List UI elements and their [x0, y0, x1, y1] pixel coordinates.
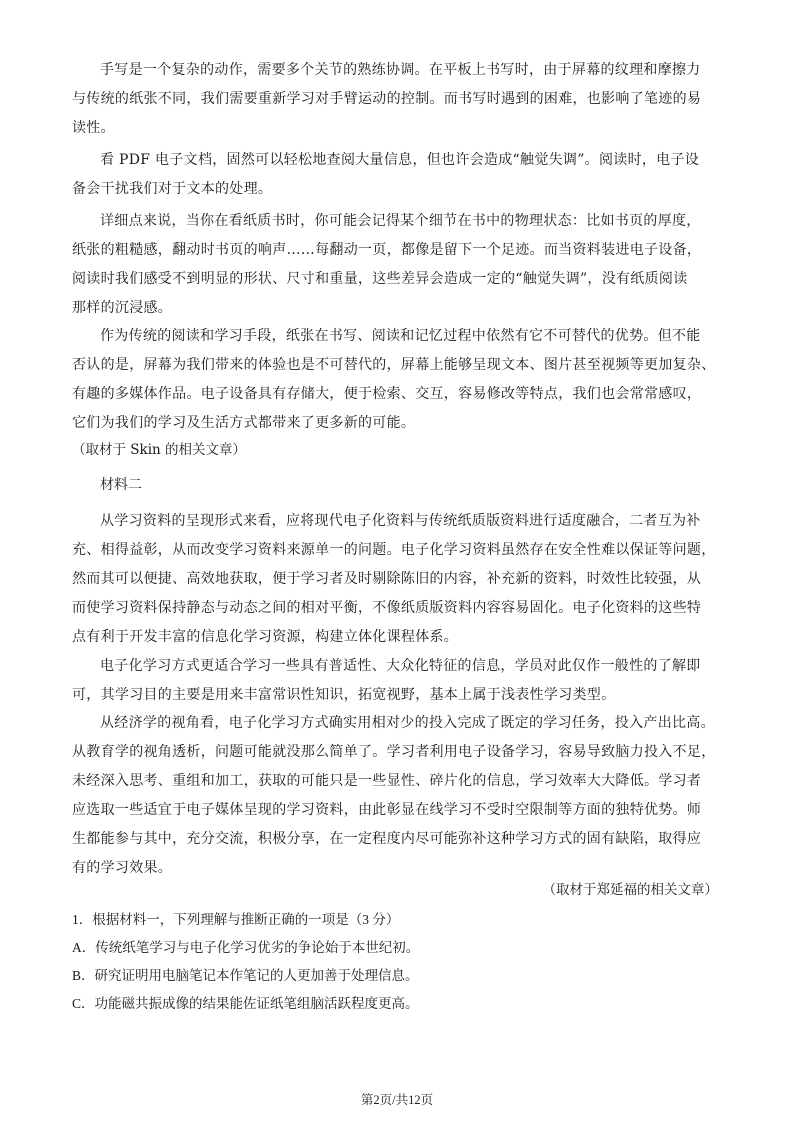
text-line: 与传统的纸张不同，我们需要重新学习对手臂运动的控制。而书写时遇到的困难，也影响了笔迹的易 [72, 91, 702, 107]
source-note-1: （取材于 Skin 的相关文章） [72, 442, 247, 458]
paragraph-4 [72, 322, 732, 438]
text-line: 而使学习资料保持静态与动态之间的相对平衡，不像纸质版资料内容容易固化。电子化资料的这些特 [72, 600, 702, 616]
option-a: A．传统纸笔学习与电子化学习优劣的争论始于本世纪初。 [72, 940, 420, 955]
question-stem: 1．根据材料一，下列理解与推断正确的一项是（3 分） [72, 912, 400, 927]
text-line: 从学习资料的呈现形式来看，应将现代电子化资料与传统纸质版资料进行适度融合，二者互为补 [100, 513, 701, 529]
text-line: 应选取一些适宜于电子媒体呈现的学习资料，由此彰显在线学习不受时空限制等方面的独特优势。师 [72, 802, 702, 818]
text-line: 读性。 [72, 120, 115, 136]
text-line: 详细点来说，当你在看纸质书时，你可能会记得某个细节在书中的物理状态：比如书页的厚度， [100, 213, 701, 229]
text-line: 充、相得益彰，从而改变学习资料来源单一的问题。电子化学习资料虽然存在安全性难以保证等问题， [72, 542, 716, 558]
text-line: 从教育学的视角透析，问题可能就没那么简单了。学习者利用电子设备学习，容易导致脑力投入不足， [72, 744, 716, 760]
text-line: 然而其可以便捷、高效地获取，便于学习者及时剔除陈旧的内容，补充新的资料，时效性比较强，从 [72, 571, 702, 587]
text-line: 否认的是，屏幕为我们带来的体验也是不可替代的，屏幕上能够呈现文本、图片甚至视频等更加复杂、 [72, 357, 716, 373]
paragraph-6 [72, 652, 732, 710]
text-line: 有的学习效果。 [72, 860, 173, 876]
text-line: 可，其学习目的主要是用来丰富常识性知识，拓宽视野，基本上属于浅表性学习类型。 [72, 687, 616, 703]
paragraph-2 [72, 146, 732, 204]
text-line: 那样的沉浸感。 [72, 300, 173, 316]
paragraph-3 [72, 207, 732, 323]
text-line: 纸张的粗糙感，翻动时书页的响声……每翻动一页，都像是留下一个足迹。而当资料装进电子设备， [72, 242, 702, 258]
text-line: 阅读时我们感受不到明显的形状、尺寸和重量，这些差异会造成一定的“触觉失调”，没有纸质阅读 [72, 271, 688, 287]
text-line: 未经深入思考、重组和加工，获取的可能只是一些显性、碎片化的信息，学习效率大大降低。学习者 [72, 773, 702, 789]
text-line: 手写是一个复杂的动作，需要多个关节的熟练协调。在平板上书写时，由于屏幕的纹理和摩擦力 [100, 62, 701, 78]
paragraph-5 [72, 507, 732, 652]
text-line: 点有利于开发丰富的信息化学习资源，构建立体化课程体系。 [72, 629, 459, 645]
text-line: 电子化学习方式更适合学习一些具有普适性、大众化特征的信息，学员对此仅作一般性的了解即 [100, 658, 701, 674]
text-line: 备会干扰我们对于文本的处理。 [72, 181, 273, 197]
text-line: 从经济学的视角看，电子化学习方式确实用相对少的投入完成了既定的学习任务，投入产出比高。 [100, 715, 715, 731]
text-line: 生都能参与其中，充分交流，积极分享，在一定程度内尽可能弥补这种学习方式的固有缺陷，取得应 [72, 831, 702, 847]
material-2-label: 材料二 [100, 477, 142, 493]
source-note-2: （取材于郑延福的相关文章） [542, 882, 718, 898]
paragraph-1 [72, 56, 732, 143]
text-line: 有趣的多媒体作品。电子设备具有存储大，便于检索、交互，容易修改等特点，我们也会常常感叹， [72, 386, 702, 402]
option-c: C．功能磁共振成像的结果能佐证纸笔组脑活跃程度更高。 [72, 996, 419, 1011]
option-b: B．研究证明用电脑笔记本作笔记的人更加善于处理信息。 [72, 968, 419, 983]
text-line: 作为传统的阅读和学习手段，纸张在书写、阅读和记忆过程中依然有它不可替代的优势。但不能 [100, 328, 701, 344]
paragraph-7 [72, 709, 732, 883]
page-footer: 第2页/共12页 [360, 1093, 434, 1107]
text-line: 看 PDF 电子文档，固然可以轻松地查阅大量信息，但也许会造成“触觉失调”。阅读时，电子设 [100, 152, 700, 168]
text-line: 它们为我们的学习及生活方式都带来了更多新的可能。 [72, 415, 416, 431]
